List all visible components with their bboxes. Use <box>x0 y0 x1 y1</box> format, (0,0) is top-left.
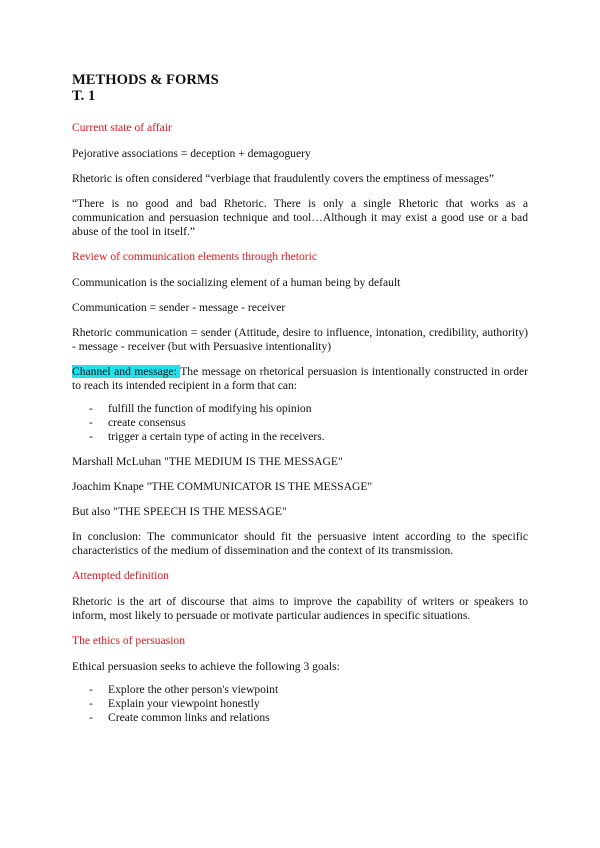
list-item <box>72 683 528 697</box>
dash-bullet: - <box>89 683 93 696</box>
list-item-text: Create common links and relations <box>108 711 270 724</box>
paragraph: Communication = sender - message - receiver <box>72 301 286 314</box>
quote-paragraph: “There is no good and bad Rhetoric. There is only a single Rhetoric that works as a communication and persuasion technique and tool…Although it may exist a good use or a bad abuse of the tool in itself.” <box>72 197 528 238</box>
paragraph: Rhetoric is the art of discourse that aims to improve the capability of writers or speakers to inform, most likely to persuade or motivate particular audiences in specific situations. <box>72 595 528 622</box>
dash-bullet: - <box>89 402 93 415</box>
section-heading-communication-elements: Review of communication elements through rhetoric <box>72 250 318 263</box>
dash-bullet: - <box>89 416 93 429</box>
paragraph: Marshall McLuhan "THE MEDIUM IS THE MESSAGE" <box>72 455 343 468</box>
list-item <box>72 711 528 725</box>
paragraph-text: The message on rhetorical persuasion is intentionally constructed in order to reach its intended recipient in a form that can: <box>72 365 528 392</box>
list-item <box>72 430 528 444</box>
paragraph: Joachim Knape "THE COMMUNICATOR IS THE MESSAGE" <box>72 480 373 493</box>
highlighted-text: Channel and message: <box>72 365 181 378</box>
paragraph: Ethical persuasion seeks to achieve the following 3 goals: <box>72 660 340 673</box>
list-item <box>72 697 528 711</box>
paragraph: Rhetoric is often considered “verbiage that fraudulently covers the emptiness of messages” <box>72 172 495 185</box>
dash-bullet: - <box>89 430 93 443</box>
paragraph: Communication is the socializing element of a human being by default <box>72 276 401 289</box>
list-item-text: Explore the other person's viewpoint <box>108 683 279 696</box>
dash-bullet: - <box>89 697 93 710</box>
paragraph: Rhetoric communication = sender (Attitude, desire to influence, intonation, credibility, authority) - message - receiver (but with Persuasive intentionality) <box>72 326 528 353</box>
dash-bullet: - <box>89 711 93 724</box>
paragraph: Pejorative associations = deception + demagoguery <box>72 147 311 160</box>
section-heading-current-state: Current state of affair <box>72 121 172 134</box>
section-heading-ethics: The ethics of persuasion <box>72 634 186 647</box>
bullet-list <box>72 402 528 444</box>
list-item <box>72 402 528 416</box>
document-subtitle: T. 1 <box>72 88 96 104</box>
list-item-text: Explain your viewpoint honestly <box>108 697 260 710</box>
section-heading-definition: Attempted definition <box>72 569 169 582</box>
paragraph-channel-message <box>72 365 528 393</box>
document-page <box>72 72 528 736</box>
paragraph: In conclusion: The communicator should fit the persuasive intent according to the specific characteristics of the medium of dissemination and the context of its transmission. <box>72 530 528 557</box>
list-item <box>72 416 528 430</box>
document-title: METHODS & FORMS <box>72 72 219 88</box>
paragraph: But also "THE SPEECH IS THE MESSAGE" <box>72 505 287 518</box>
list-item-text: trigger a certain type of acting in the receivers. <box>108 430 325 443</box>
list-item-text: fulfill the function of modifying his opinion <box>108 402 312 415</box>
bullet-list <box>72 683 528 725</box>
list-item-text: create consensus <box>108 416 186 429</box>
